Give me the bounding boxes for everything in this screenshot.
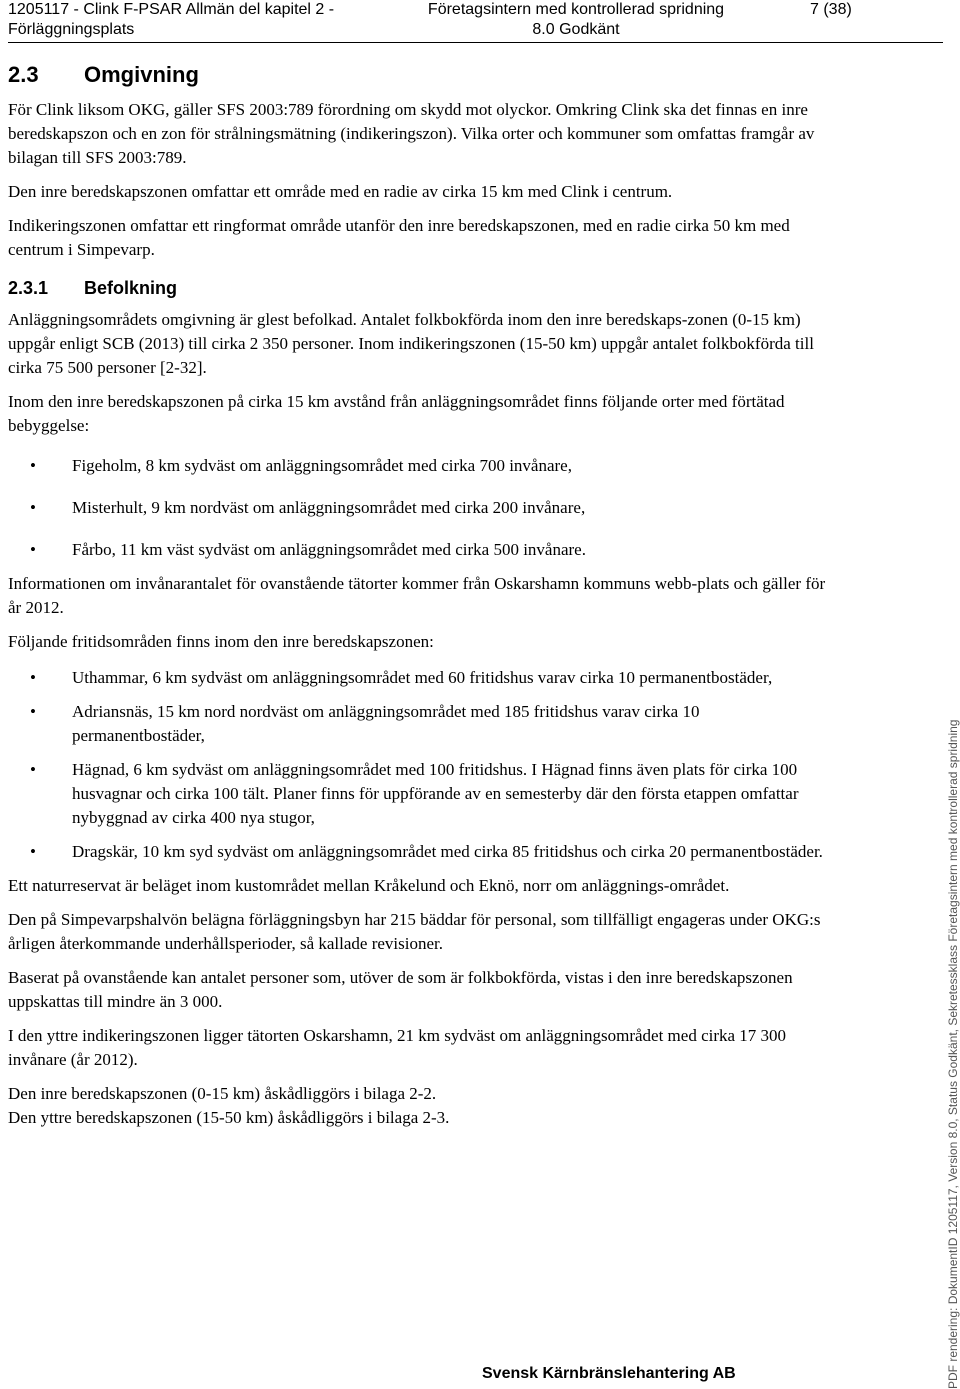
section-title: Omgivning	[84, 62, 199, 87]
header-classification	[426, 0, 726, 40]
subsection-heading	[8, 276, 828, 300]
paragraph-nature-reserve: Ett naturreservat är beläget inom kustområdet mellan Kråkelund och Eknö, norr om anläggnings-området.	[8, 876, 730, 895]
side-watermark-text: PDF rendering: DokumentID 1205117, Version 8.0, Status Godkänt, Sekretessklass Företagsintern med kontrollerad spridning	[946, 719, 960, 1389]
subsection-title: Befolkning	[84, 278, 177, 298]
header-doc-line2: Förläggningsplats	[8, 21, 135, 38]
list-item: • Adriansnäs, 15 km nord nordväst om anläggningsområdet med 185 fritidshus varav cirka 10 permanentbostäder,	[8, 700, 828, 748]
list-item: • Hägnad, 6 km sydväst om anläggningsområdet med 100 fritidshus. I Hägnad finns även plats för cirka 100 husvagnar och cirka 100 tält. Planer finns för uppförande av en semesterby där den första etappen omfattar nybyggnad av cirka 400 nya stugor,	[8, 758, 828, 830]
paragraph-inner-zone: Den inre beredskapszonen omfattar ett område med en radie av cirka 15 km med Clink i centrum.	[8, 182, 673, 201]
section-heading	[8, 60, 828, 90]
paragraph-population: Anläggningsområdets omgivning är glest befolkad. Antalet folkbokförda inom den inre beredskaps-zonen (0-15 km) uppgår enligt SCB (2013) till cirka 2 350 personer. Inom indikeringszonen (15-50 km) uppgår antalet folkbokförda till cirka 75 500 personer [2-32].	[8, 310, 814, 377]
header-version-status: 8.0 Godkänt	[532, 21, 620, 38]
appendix-ref-inner: Den inre beredskapszonen (0-15 km) åskådliggörs i bilaga 2-2.	[8, 1084, 437, 1103]
paragraph-intro: För Clink liksom OKG, gäller SFS 2003:789 förordning om skydd mot olyckor. Omkring Clink ska det finnas en inre beredskapszon och en zon för strålningsmätning (indikeringszon). Vilka orter och kommuner som omfattas framgår av bilagan till SFS 2003:789.	[8, 100, 815, 167]
paragraph-source-info: Informationen om invånarantalet för ovanstående tätorter kommer från Oskarshamn kommuns webb-plats och gäller för år 2012.	[8, 574, 826, 617]
paragraph-appendix-refs	[8, 1082, 828, 1130]
header-doc-line1: 1205117 - Clink F-PSAR Allmän del kapitel 2 -	[8, 1, 335, 18]
main-content	[8, 60, 828, 1130]
appendix-ref-outer: Den yttre beredskapszonen (15-50 km) åskådliggörs i bilaga 2-3.	[8, 1108, 450, 1127]
header-security-class: Företagsintern med kontrollerad spridning	[427, 1, 725, 18]
section-number: 2.3	[8, 62, 39, 87]
paragraph-estimate: Baserat på ovanstående kan antalet personer som, utöver de som är folkbokförda, vistas i den inre beredskapszonen uppskattas till mindre än 3 000.	[8, 968, 793, 1011]
header-divider	[8, 42, 943, 43]
list-item: • Dragskär, 10 km syd sydväst om anläggningsområdet med cirka 85 fritidshus och cirka 20 permanentbostäder.	[8, 840, 828, 864]
paragraph-outer-zone: I den yttre indikeringszonen ligger tätorten Oskarshamn, 21 km sydväst om anläggningsområdet med cirka 17 300 invånare (år 2012).	[8, 1026, 787, 1069]
footer-company: Svensk Kärnbränslehantering AB	[482, 1365, 736, 1382]
towns-list	[8, 454, 828, 562]
page-header	[8, 0, 948, 44]
leisure-list	[8, 666, 828, 864]
subsection-number: 2.3.1	[8, 278, 49, 298]
list-item: • Misterhult, 9 km nordväst om anläggningsområdet med cirka 200 invånare,	[8, 496, 828, 520]
list-item: • Figeholm, 8 km sydväst om anläggningsområdet med cirka 700 invånare,	[8, 454, 828, 478]
paragraph-leisure-intro: Följande fritidsområden finns inom den inre beredskapszonen:	[8, 632, 434, 651]
paragraph-accommodation: Den på Simpevarpshalvön belägna förläggningsbyn har 215 bäddar för personal, som tillfälligt engageras under OKG:s årligen återkommande underhållsperioder, så kallade revisioner.	[8, 910, 821, 953]
list-item: • Uthammar, 6 km sydväst om anläggningsområdet med 60 fritidshus varav cirka 10 permanentbostäder,	[8, 666, 828, 690]
header-document-title	[8, 0, 334, 40]
paragraph-indication-zone: Indikeringszonen omfattar ett ringformat område utanför den inre beredskapszonen, med en radie cirka 50 km med centrum i Simpevarp.	[8, 216, 790, 259]
header-page-number: 7 (38)	[810, 1, 852, 18]
list-item: • Fårbo, 11 km väst sydväst om anläggningsområdet med cirka 500 invånare.	[8, 538, 828, 562]
paragraph-towns-intro: Inom den inre beredskapszonen på cirka 15 km avstånd från anläggningsområdet finns följande orter med förtätad bebyggelse:	[8, 392, 785, 435]
